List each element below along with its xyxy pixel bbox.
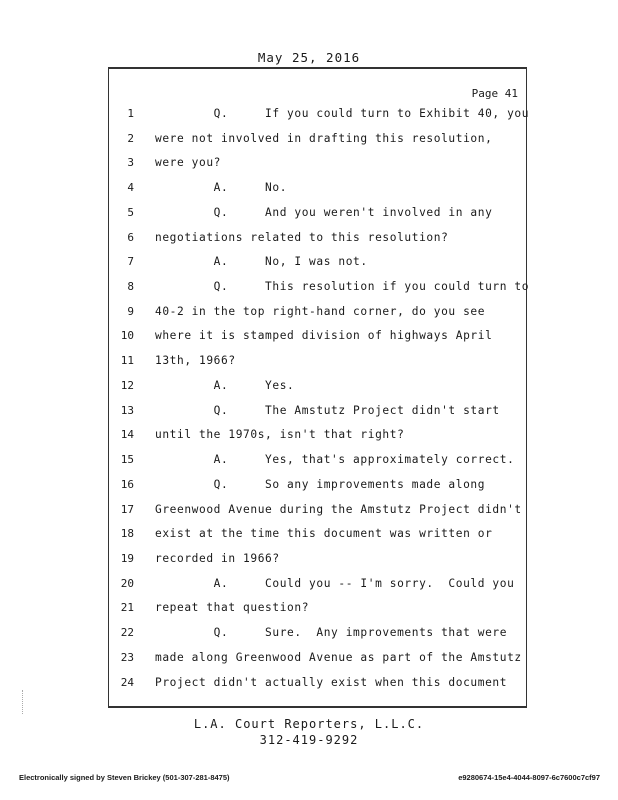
electronic-signature: Electronically signed by Steven Brickey (501-307-281-8475) — [19, 773, 230, 782]
line-number: 16 — [120, 477, 134, 491]
line-text: until the 1970s, isn't that right? — [155, 428, 405, 442]
line-number: 7 — [127, 255, 134, 269]
line-text: 13th, 1966? — [155, 354, 236, 368]
line-text: A. No, I was not. — [155, 255, 368, 269]
line-number: 20 — [120, 576, 134, 590]
transcript-line — [0, 227, 618, 252]
transcript-line — [0, 276, 618, 301]
line-number: 9 — [127, 304, 134, 318]
line-text: Q. The Amstutz Project didn't start — [155, 403, 500, 417]
line-text: repeat that question? — [155, 601, 310, 615]
transcript-line — [0, 523, 618, 548]
transcript-line — [0, 548, 618, 573]
line-text: Q. So any improvements made along — [155, 477, 486, 491]
line-number: 5 — [127, 205, 134, 219]
line-text: Greenwood Avenue during the Amstutz Project didn't — [155, 502, 522, 516]
line-text: A. No. — [155, 181, 288, 195]
footer-phone: 312-419-9292 — [259, 733, 359, 747]
line-number: 1 — [127, 107, 134, 120]
line-number: 12 — [120, 378, 134, 392]
transcript-line — [0, 375, 618, 400]
transcript-line — [0, 424, 618, 449]
transcript-line — [0, 573, 618, 598]
line-number: 14 — [120, 428, 134, 442]
transcript-line — [0, 449, 618, 474]
document-hash: e9280674-15e4-4044-8097-6c7600c7cf97 — [458, 773, 600, 782]
line-number: 2 — [127, 131, 134, 145]
line-text: where it is stamped division of highways April — [155, 329, 493, 343]
line-number: 11 — [120, 354, 134, 368]
line-number: 6 — [127, 230, 134, 244]
line-number: 22 — [120, 626, 134, 640]
transcript-line — [0, 647, 618, 672]
line-text: negotiations related to this resolution? — [155, 230, 449, 244]
transcript-line — [0, 301, 618, 326]
line-text: Q. And you weren't involved in any — [155, 205, 493, 219]
line-text: Project didn't actually exist when this document — [155, 675, 508, 689]
line-number: 21 — [120, 601, 134, 615]
line-text: A. Could you -- I'm sorry. Could you — [155, 576, 515, 590]
line-text: made along Greenwood Avenue as part of the Amstutz — [155, 650, 522, 664]
line-text: Q. Sure. Any improvements that were — [155, 626, 508, 640]
line-number: 18 — [120, 527, 134, 541]
line-number: 23 — [120, 650, 134, 664]
transcript-line — [0, 499, 618, 524]
transcript-line — [0, 251, 618, 276]
line-text: were not involved in drafting this resolution, — [155, 131, 493, 145]
page-number: Page 41 — [471, 87, 518, 100]
transcript-date: May 25, 2016 — [257, 50, 361, 65]
line-text: recorded in 1966? — [155, 551, 280, 565]
line-number: 10 — [120, 329, 134, 343]
transcript-line — [0, 177, 618, 202]
line-number: 17 — [120, 502, 134, 516]
line-text: 40-2 in the top right-hand corner, do you see — [155, 304, 486, 318]
line-number: 8 — [127, 280, 134, 294]
line-text: Q. If you could turn to Exhibit 40, you — [155, 107, 530, 120]
line-text: Q. This resolution if you could turn to — [155, 280, 530, 294]
line-text: were you? — [155, 156, 222, 170]
transcript-line — [0, 400, 618, 425]
line-number: 15 — [120, 453, 134, 467]
line-number: 13 — [120, 403, 134, 417]
transcript-line — [0, 350, 618, 375]
line-text: A. Yes, that's approximately correct. — [155, 453, 515, 467]
transcript-line — [0, 152, 618, 177]
transcript-line — [0, 622, 618, 647]
line-text: exist at the time this document was written or — [155, 527, 493, 541]
line-text: A. Yes. — [155, 378, 295, 392]
transcript-line — [0, 202, 618, 227]
line-number: 3 — [127, 156, 134, 170]
transcript-line — [0, 128, 618, 153]
line-number: 4 — [127, 181, 134, 195]
line-number: 24 — [120, 675, 134, 689]
transcript-line — [0, 597, 618, 622]
footer-company: L.A. Court Reporters, L.L.C. — [193, 717, 425, 731]
margin-mark — [22, 690, 37, 714]
transcript-line — [0, 672, 618, 697]
transcript-line — [0, 474, 618, 499]
line-number: 19 — [120, 551, 134, 565]
transcript-line — [0, 103, 618, 128]
transcript-line — [0, 325, 618, 350]
